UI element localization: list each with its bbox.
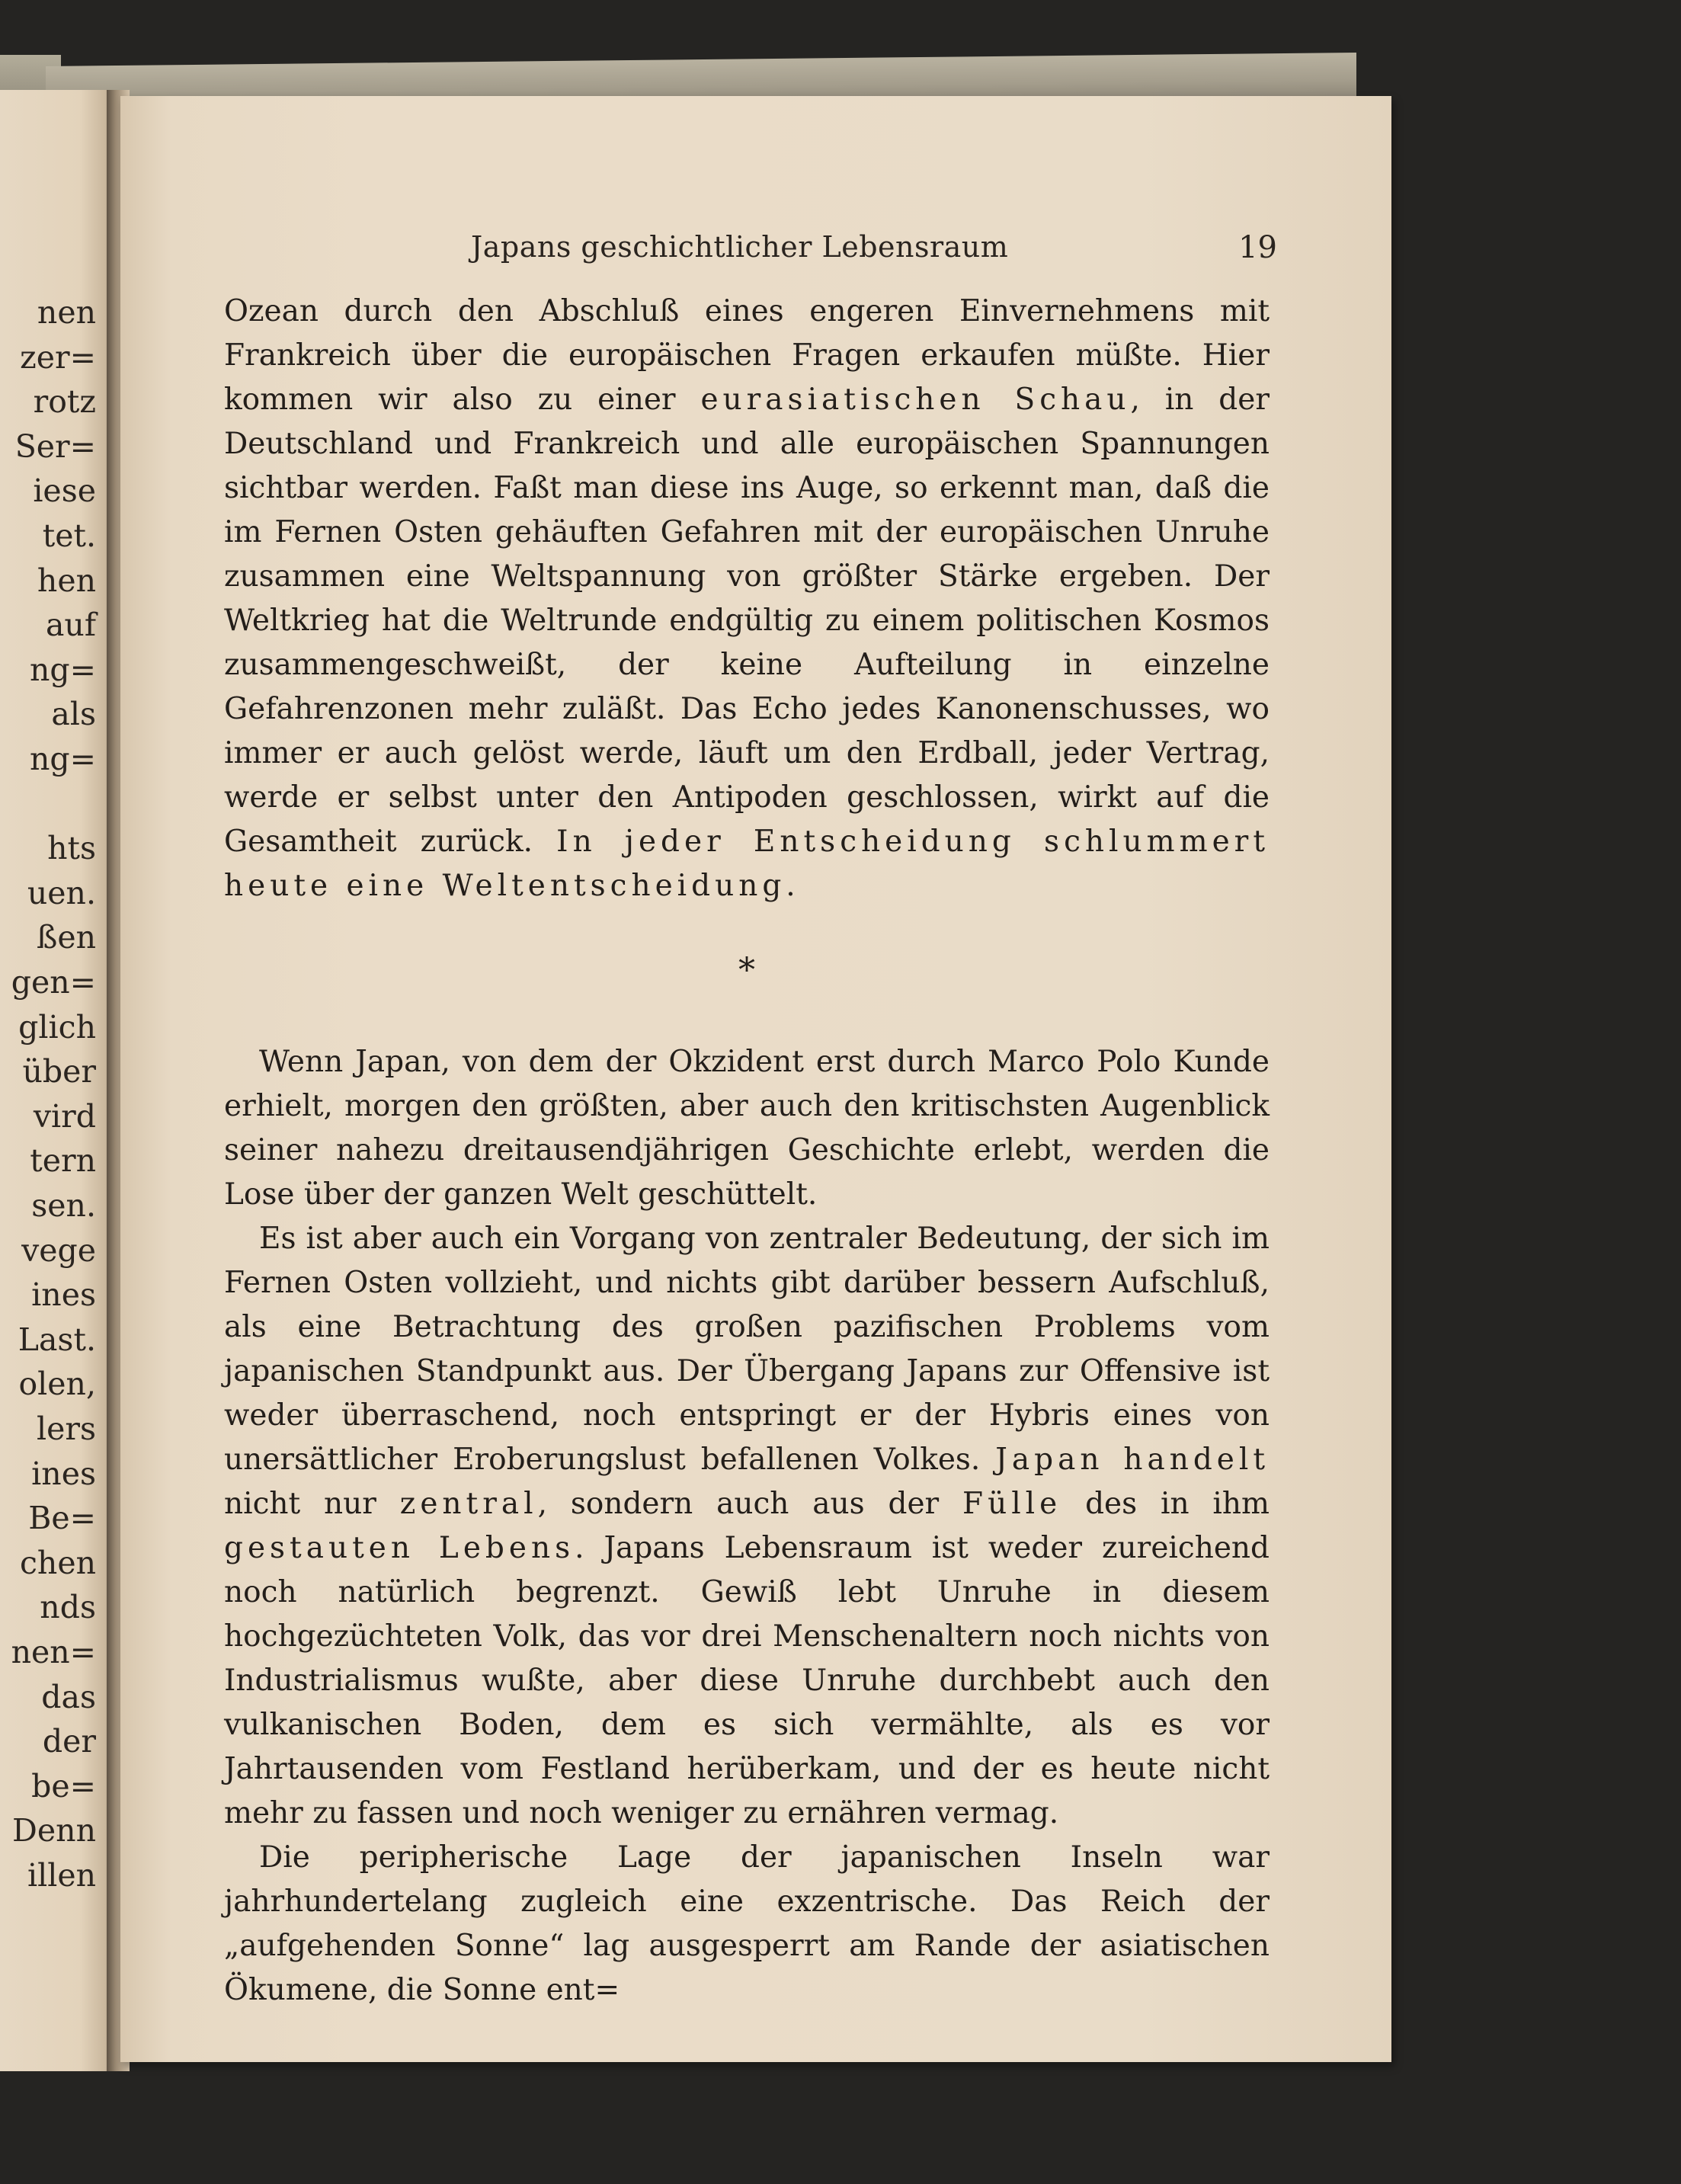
left-page-line-fragment: auf (45, 607, 96, 644)
paragraph-3-part-2: nicht nur (224, 1487, 376, 1521)
page-number: 19 (1238, 230, 1277, 265)
left-page-line-fragment: uen. (27, 874, 96, 911)
emphasis-fullness: Fülle (962, 1487, 1062, 1521)
left-page (0, 90, 114, 2071)
left-page-line-fragment: glich (18, 1008, 96, 1046)
left-page-line-fragment: vird (33, 1097, 96, 1135)
left-page-line-fragment: lers (36, 1411, 96, 1447)
left-page-line-fragment: olen, (18, 1366, 96, 1403)
left-page-line-fragment: ines (31, 1276, 96, 1314)
left-page-line-fragment: über (22, 1053, 96, 1090)
left-page-line-fragment: ines (31, 1455, 96, 1492)
left-page-line-fragment: zer= (20, 338, 96, 376)
paragraph-3-part-3: , sondern auch aus der (537, 1487, 940, 1521)
paragraph-4: Die peripherische Lage der japanischen Inseln war jahrhundertelang zugleich eine exzentrische. Das Reich der „aufgehenden Sonne“ lag ausgesperrt am Rande der asiatischen Ökumene, die Sonne ent= (224, 1840, 1270, 2007)
left-page-line-fragment: iese (33, 472, 96, 510)
emphasis-pent-up-life: gestauten Lebens (224, 1531, 575, 1565)
left-page-line-fragment: rotz (33, 383, 96, 421)
emphasis-japan-acts: Japan handelt (995, 1443, 1270, 1477)
left-page-line-fragment: vege (21, 1231, 96, 1269)
left-page-line-fragment: hts (47, 830, 96, 867)
paragraph-3-part-1: Es ist aber auch ein Vorgang von zentraler Bedeutung, der sich im Fernen Osten vollzieht, und nichts gibt darüber bessern Aufschluß, als eine Betrachtung des großen pazifischen Problems vom japanischen Standpunkt aus. Der Übergang Japans zur Offensive ist weder überraschend, noch entspringt er der Hybris eines von unersättlicher Eroberungslust befallenen Volkes. (224, 1222, 1270, 1477)
paragraph-2: Wenn Japan, von dem der Okzident erst durch Marco Polo Kunde erhielt, morgen den größten, aber auch den kritischsten Augenblick seiner nahezu dreitausendjährigen Geschichte erlebt, werden die Lose über der ganzen Welt geschüttelt. (224, 1045, 1270, 1212)
paragraph-1-part-1: Ozean durch den Abschluß eines engeren Einvernehmens mit Frankreich über die europäischen Fragen erkaufen müßte. Hier kommen wir also zu einer (224, 294, 1270, 417)
left-page-line-fragment: nen (37, 294, 96, 331)
body-text (224, 290, 1270, 2013)
left-page-line-fragment: tet. (42, 517, 96, 554)
emphasis-world-decision: In jeder Entscheidung schlummert heute eine Weltentscheidung. (224, 825, 1270, 903)
right-page (120, 96, 1391, 2062)
paragraph-1-part-2: , in der Deutschland und Frankreich und alle europäischen Spannungen sichtbar werden. Faßt man diese ins Auge, so erkennt man, daß die im Fernen Osten gehäuften Gefahren mit der europäischen Unruhe zusammen eine Weltspannung von größter Stärke ergeben. Der Weltkrieg hat die Weltrunde endgültig zu einem politischen Kosmos zusammengeschweißt, der keine Aufteilung in einzelne Gefahrenzonen mehr zuläßt. Das Echo jedes Kanonenschusses, wo immer er auch gelöst werde, läuft um den Erdball, jeder Vertrag, werde er selbst unter den Antipoden geschlossen, wirkt auf die Gesamtheit zurück. (224, 383, 1270, 859)
emphasis-eurasian-view: eurasiatischen Schau (700, 383, 1131, 417)
left-page-line-fragment: ßen (36, 919, 96, 956)
left-page-line-fragment: der (42, 1723, 96, 1760)
running-header (120, 230, 1391, 276)
left-page-line-fragment: ng= (29, 741, 96, 777)
left-page-line-fragment: ng= (29, 651, 96, 688)
left-page-line-fragment: be= (31, 1767, 96, 1805)
left-page-line-fragment: Be= (28, 1500, 96, 1537)
paragraph-1 (224, 290, 1270, 908)
section-separator: * (738, 951, 755, 990)
left-page-line-fragment: tern (30, 1142, 96, 1180)
left-page-line-fragment: illen (27, 1857, 96, 1894)
paragraph-3 (224, 1217, 1270, 1836)
left-page-line-fragment: als (51, 696, 96, 733)
left-page-line-fragment: sen. (31, 1187, 96, 1224)
left-page-line-fragment: gen= (11, 964, 96, 1001)
emphasis-central: zentral (399, 1487, 538, 1521)
left-page-line-fragment: nds (40, 1589, 96, 1626)
left-page-line-fragment: chen (19, 1544, 96, 1581)
left-page-line-fragment: Last. (18, 1321, 96, 1358)
left-page-line-fragment: nen= (11, 1634, 96, 1670)
left-page-line-fragment: hen (37, 562, 96, 599)
left-page-line-fragment: Ser= (14, 428, 96, 465)
running-title: Japans geschichtlicher Lebensraum (471, 230, 1009, 264)
left-page-line-fragment: das (41, 1678, 96, 1715)
paragraph-3-part-5: . Japans Lebensraum ist weder zureichend noch natürlich begrenzt. Gewiß lebt Unruhe in diesem hochgezüchteten Volk, das vor drei Menschenaltern noch nichts von Industrialismus wußte, aber diese Unruhe durchbebt auch den vulkanischen Boden, dem es sich vermählte, als es vor Jahrtausenden vom Festland herüberkam, und der es heute nicht mehr zu fassen und noch weniger zu ernähren vermag. (224, 1531, 1270, 1830)
paragraph-3-part-4: des in ihm (1085, 1487, 1270, 1521)
left-page-line-fragment: Denn (12, 1812, 96, 1849)
